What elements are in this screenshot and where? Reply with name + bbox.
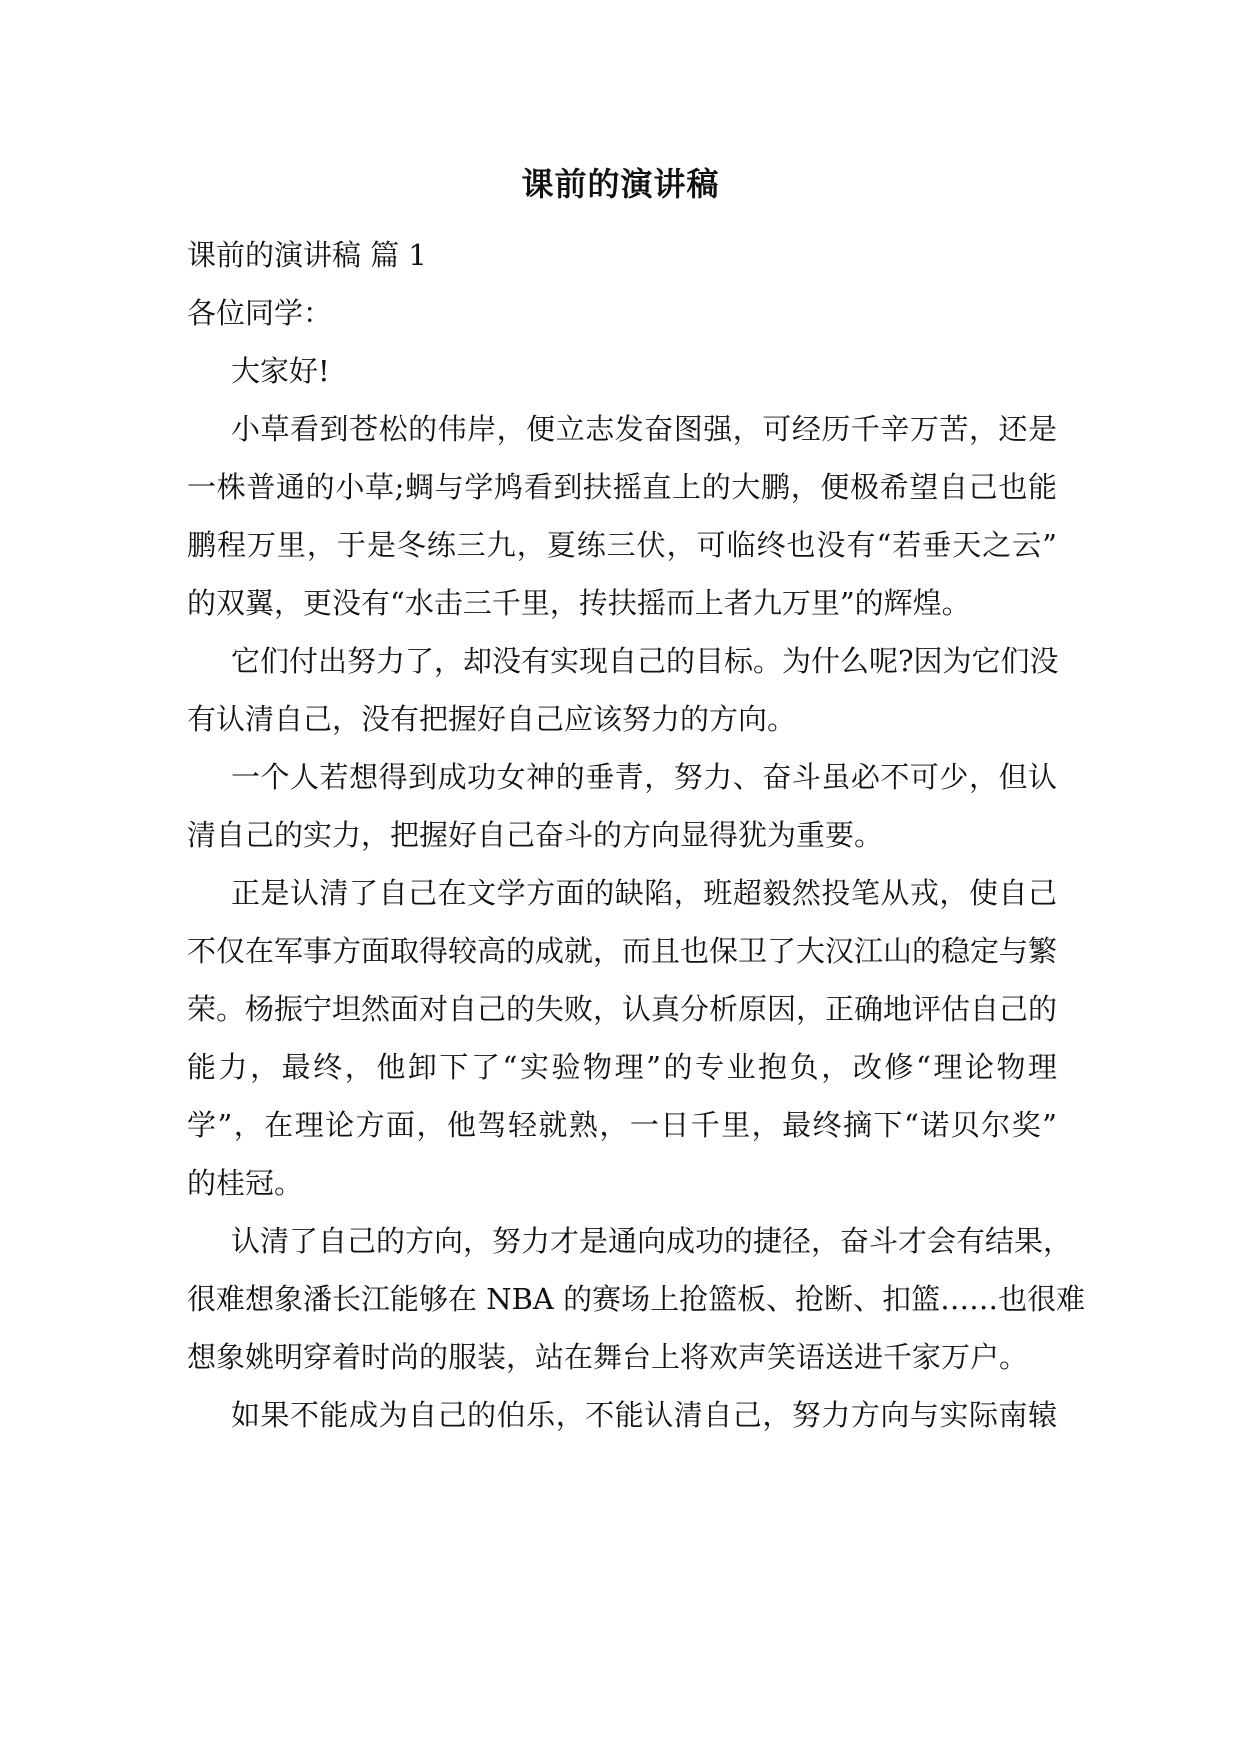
text-line: 课前的演讲稿 篇 1 <box>187 238 427 272</box>
text-line: 的桂冠。 <box>187 1166 304 1200</box>
text-line: 一株普通的小草;蜩与学鸠看到扶摇直上的大鹏，便极希望自己也能 <box>187 470 1057 504</box>
text-line: 荣。杨振宁坦然面对自己的失败，认真分析原因，正确地评估自己的 <box>187 992 1058 1026</box>
document-title: 课前的演讲稿 <box>521 165 720 203</box>
document-body <box>187 226 1086 1444</box>
text-line: 有认清自己，没有把握好自己应该努力的方向。 <box>187 702 797 736</box>
text-line: 能力，最终，他卸下了“实验物理”的专业抱负，改修“理论物理 <box>187 1050 1057 1084</box>
text-line: 的双翼，更没有“水击三千里，抟扶摇而上者九万里”的辉煌。 <box>187 586 971 620</box>
text-line: 小草看到苍松的伟岸，便立志发奋图强，可经历千辛万苦，还是 <box>231 412 1057 446</box>
text-line: 正是认清了自己在文学方面的缺陷，班超毅然投笔从戎，使自己 <box>231 876 1057 910</box>
text-line: 一个人若想得到成功女神的垂青，努力、奋斗虽必不可少，但认 <box>231 760 1057 794</box>
text-line: 鹏程万里，于是冬练三九，夏练三伏，可临终也没有“若垂天之云” <box>187 528 1057 562</box>
text-line: 如果不能成为自己的伯乐，不能认清自己，努力方向与实际南辕 <box>231 1398 1057 1432</box>
text-line: 学”，在理论方面，他驾轻就熟，一日千里，最终摘下“诺贝尔奖” <box>187 1108 1057 1142</box>
text-line: 清自己的实力，把握好自己奋斗的方向显得犹为重要。 <box>187 818 884 852</box>
text-line: 认清了自己的方向，努力才是通向成功的捷径，奋斗才会有结果， <box>231 1224 1073 1258</box>
text-line: 它们付出努力了，却没有实现自己的目标。为什么呢?因为它们没 <box>231 644 1059 678</box>
text-line: 大家好! <box>231 354 330 388</box>
text-line: 想象姚明穿着时尚的服装，站在舞台上将欢声笑语送进千家万户。 <box>187 1340 1029 1374</box>
text-line: 不仅在军事方面取得较高的成就，而且也保卫了大汉江山的稳定与繁 <box>187 934 1058 968</box>
text-line: 很难想象潘长江能够在 NBA 的赛场上抢篮板、抢断、扣篮……也很难 <box>187 1282 1086 1316</box>
text-line: 各位同学： <box>187 296 333 330</box>
